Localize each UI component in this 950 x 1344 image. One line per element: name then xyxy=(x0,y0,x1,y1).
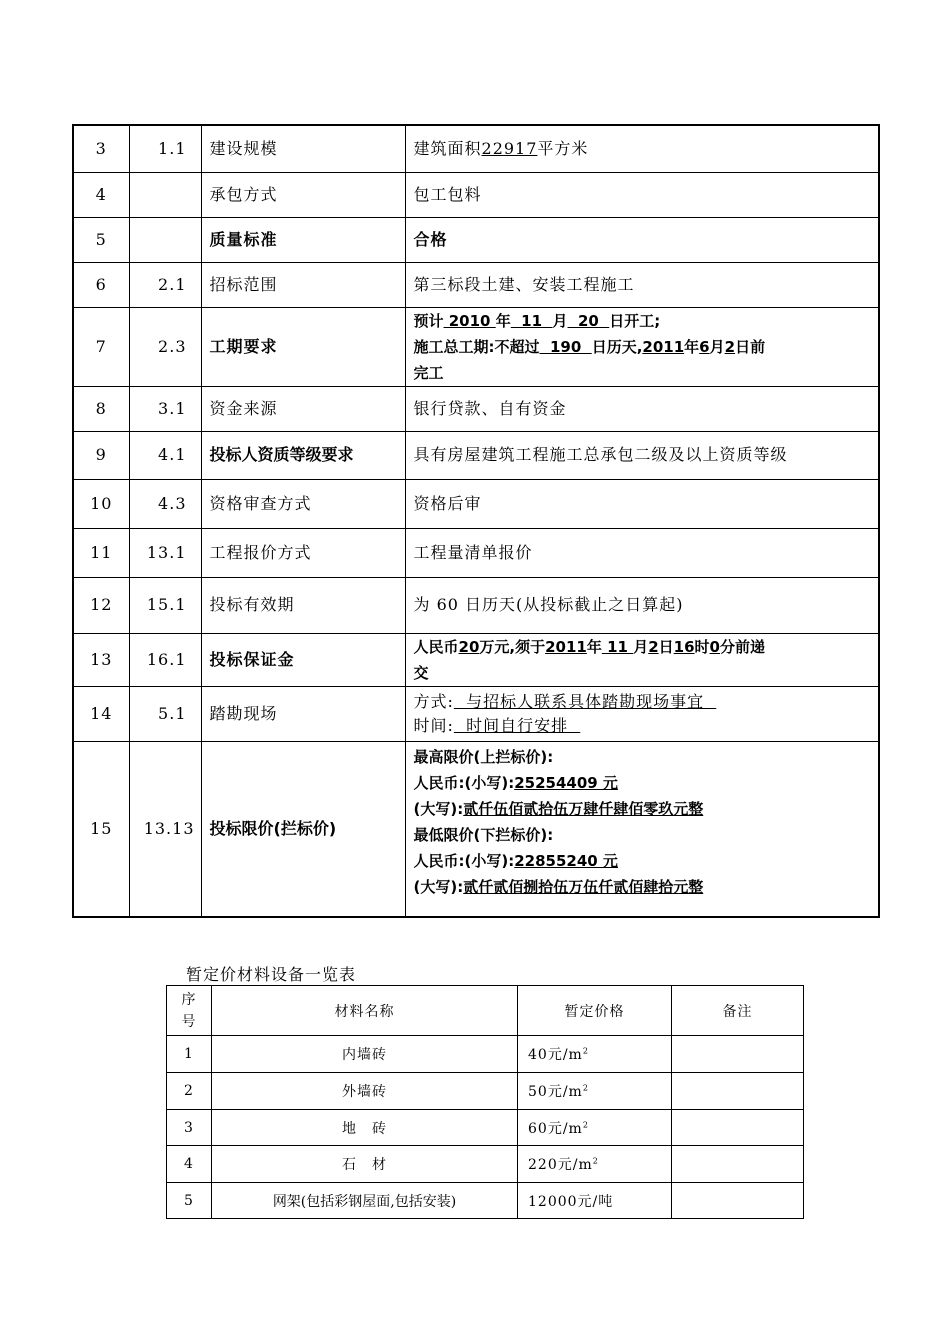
item-name: 工程报价方式 xyxy=(201,528,405,577)
item-value: 第三标段土建、安装工程施工 xyxy=(405,262,879,307)
value-line: 施工总工期:不超过 190 日历天,2011年6月2日前 xyxy=(413,337,766,356)
clause-number xyxy=(129,217,201,262)
item-value xyxy=(405,633,879,686)
value-line: (大写):贰仟贰佰捌拾伍万伍仟贰佰肆拾元整 xyxy=(413,877,704,896)
item-name: 资格审查方式 xyxy=(201,479,405,528)
item-name: 质量标准 xyxy=(201,217,405,262)
table-row xyxy=(73,217,879,262)
table-header-row xyxy=(167,986,804,1036)
row-number: 15 xyxy=(73,741,129,917)
item-value: 银行贷款、自有资金 xyxy=(405,386,879,431)
clause-number: 5.1 xyxy=(129,686,201,741)
row-number: 9 xyxy=(73,431,129,479)
table-row xyxy=(73,262,879,307)
table-row xyxy=(73,386,879,431)
material-price: 40元$/m^2$ xyxy=(518,1036,672,1073)
row-number: 5 xyxy=(73,217,129,262)
materials-table-caption: 暂定价材料设备一览表 xyxy=(186,965,357,984)
value-line: 方式: 与招标人联系具体踏勘现场事宜 xyxy=(413,691,717,711)
tender-data-table xyxy=(72,124,880,918)
material-name: 石 材 xyxy=(212,1146,518,1183)
item-name: 工期要求 xyxy=(201,307,405,386)
table-row xyxy=(167,1073,804,1110)
material-remark xyxy=(672,1036,804,1073)
clause-number: 16.1 xyxy=(129,633,201,686)
material-no: 5 xyxy=(167,1183,212,1219)
material-name: 网架(包括彩钢屋面,包括安装) xyxy=(212,1183,518,1219)
item-name: 招标范围 xyxy=(201,262,405,307)
material-price: 50元$/m^2$ xyxy=(518,1073,672,1110)
table-row xyxy=(73,125,879,172)
table-row xyxy=(73,172,879,217)
row-number: 6 xyxy=(73,262,129,307)
value-line: 人民币:(小写):22855240 元 xyxy=(413,851,618,870)
item-name: 承包方式 xyxy=(201,172,405,217)
material-remark xyxy=(672,1183,804,1219)
table-row xyxy=(73,307,879,386)
header-name: 材料名称 xyxy=(212,986,518,1036)
row-number: 4 xyxy=(73,172,129,217)
row-number: 7 xyxy=(73,307,129,386)
row-number: 8 xyxy=(73,386,129,431)
material-no: 1 xyxy=(167,1036,212,1073)
item-value: 为 60 日历天(从投标截止之日算起) xyxy=(405,577,879,633)
clause-number: 15.1 xyxy=(129,577,201,633)
value-line: (大写):贰仟伍佰贰拾伍万肆仟肆佰零玖元整 xyxy=(413,799,704,818)
table-row xyxy=(73,431,879,479)
clause-number: 4.1 xyxy=(129,431,201,479)
item-value: 具有房屋建筑工程施工总承包二级及以上资质等级 xyxy=(405,431,879,479)
table-row xyxy=(73,686,879,741)
item-value xyxy=(405,741,879,917)
value-line: 人民币20万元,须于2011年 11 月2日16时0分前递 xyxy=(413,637,765,656)
value-line: 最低限价(下拦标价): xyxy=(413,825,554,844)
material-remark xyxy=(672,1146,804,1183)
row-number: 3 xyxy=(73,125,129,172)
clause-number: 2.3 xyxy=(129,307,201,386)
item-name: 投标保证金 xyxy=(201,633,405,686)
item-value xyxy=(405,686,879,741)
item-value: 资格后审 xyxy=(405,479,879,528)
table-row xyxy=(167,1110,804,1146)
value-line: 人民币:(小写):25254409 元 xyxy=(413,773,618,792)
item-name: 投标限价(拦标价) xyxy=(201,741,405,917)
item-value: 建筑面积22917平方米 xyxy=(405,125,879,172)
clause-number: 4.3 xyxy=(129,479,201,528)
header-no: 序号 xyxy=(167,986,212,1036)
material-name: 地 砖 xyxy=(212,1110,518,1146)
item-name: 投标有效期 xyxy=(201,577,405,633)
value-line: 最高限价(上拦标价): xyxy=(413,747,554,766)
value-line: 预计 2010 年 11 月 20 日开工; xyxy=(413,311,661,330)
material-price: 220元$/m^2$ xyxy=(518,1146,672,1183)
clause-number: 13.13 xyxy=(129,741,201,917)
material-name: 外墙砖 xyxy=(212,1073,518,1110)
item-value: 合格 xyxy=(405,217,879,262)
row-number: 10 xyxy=(73,479,129,528)
table-row xyxy=(167,1183,804,1219)
material-remark xyxy=(672,1110,804,1146)
material-no: 3 xyxy=(167,1110,212,1146)
item-name: 建设规模 xyxy=(201,125,405,172)
clause-number: 13.1 xyxy=(129,528,201,577)
item-name: 投标人资质等级要求 xyxy=(201,431,405,479)
table-row xyxy=(73,633,879,686)
value-line: 时间: 时间自行安排 xyxy=(413,715,581,735)
material-no: 4 xyxy=(167,1146,212,1183)
value-line: 完工 xyxy=(413,363,444,382)
table-row xyxy=(73,741,879,917)
row-number: 11 xyxy=(73,528,129,577)
table-row xyxy=(167,1036,804,1073)
header-remark: 备注 xyxy=(672,986,804,1036)
row-number: 13 xyxy=(73,633,129,686)
material-name: 内墙砖 xyxy=(212,1036,518,1073)
row-number: 12 xyxy=(73,577,129,633)
table-row xyxy=(167,1146,804,1183)
value-line: 交 xyxy=(413,663,429,682)
table-row xyxy=(73,577,879,633)
header-price: 暂定价格 xyxy=(518,986,672,1036)
item-name: 踏勘现场 xyxy=(201,686,405,741)
item-name: 资金来源 xyxy=(201,386,405,431)
clause-number: 3.1 xyxy=(129,386,201,431)
material-price: 60元$/m^2$ xyxy=(518,1110,672,1146)
clause-number: 2.1 xyxy=(129,262,201,307)
material-no: 2 xyxy=(167,1073,212,1110)
material-price: 12000元/吨 xyxy=(518,1183,672,1219)
clause-number: 1.1 xyxy=(129,125,201,172)
row-number: 14 xyxy=(73,686,129,741)
clause-number xyxy=(129,172,201,217)
material-remark xyxy=(672,1073,804,1110)
table-row xyxy=(73,528,879,577)
item-value: 工程量清单报价 xyxy=(405,528,879,577)
item-value xyxy=(405,307,879,386)
materials-table xyxy=(166,985,804,1219)
table-row xyxy=(73,479,879,528)
item-value: 包工包料 xyxy=(405,172,879,217)
